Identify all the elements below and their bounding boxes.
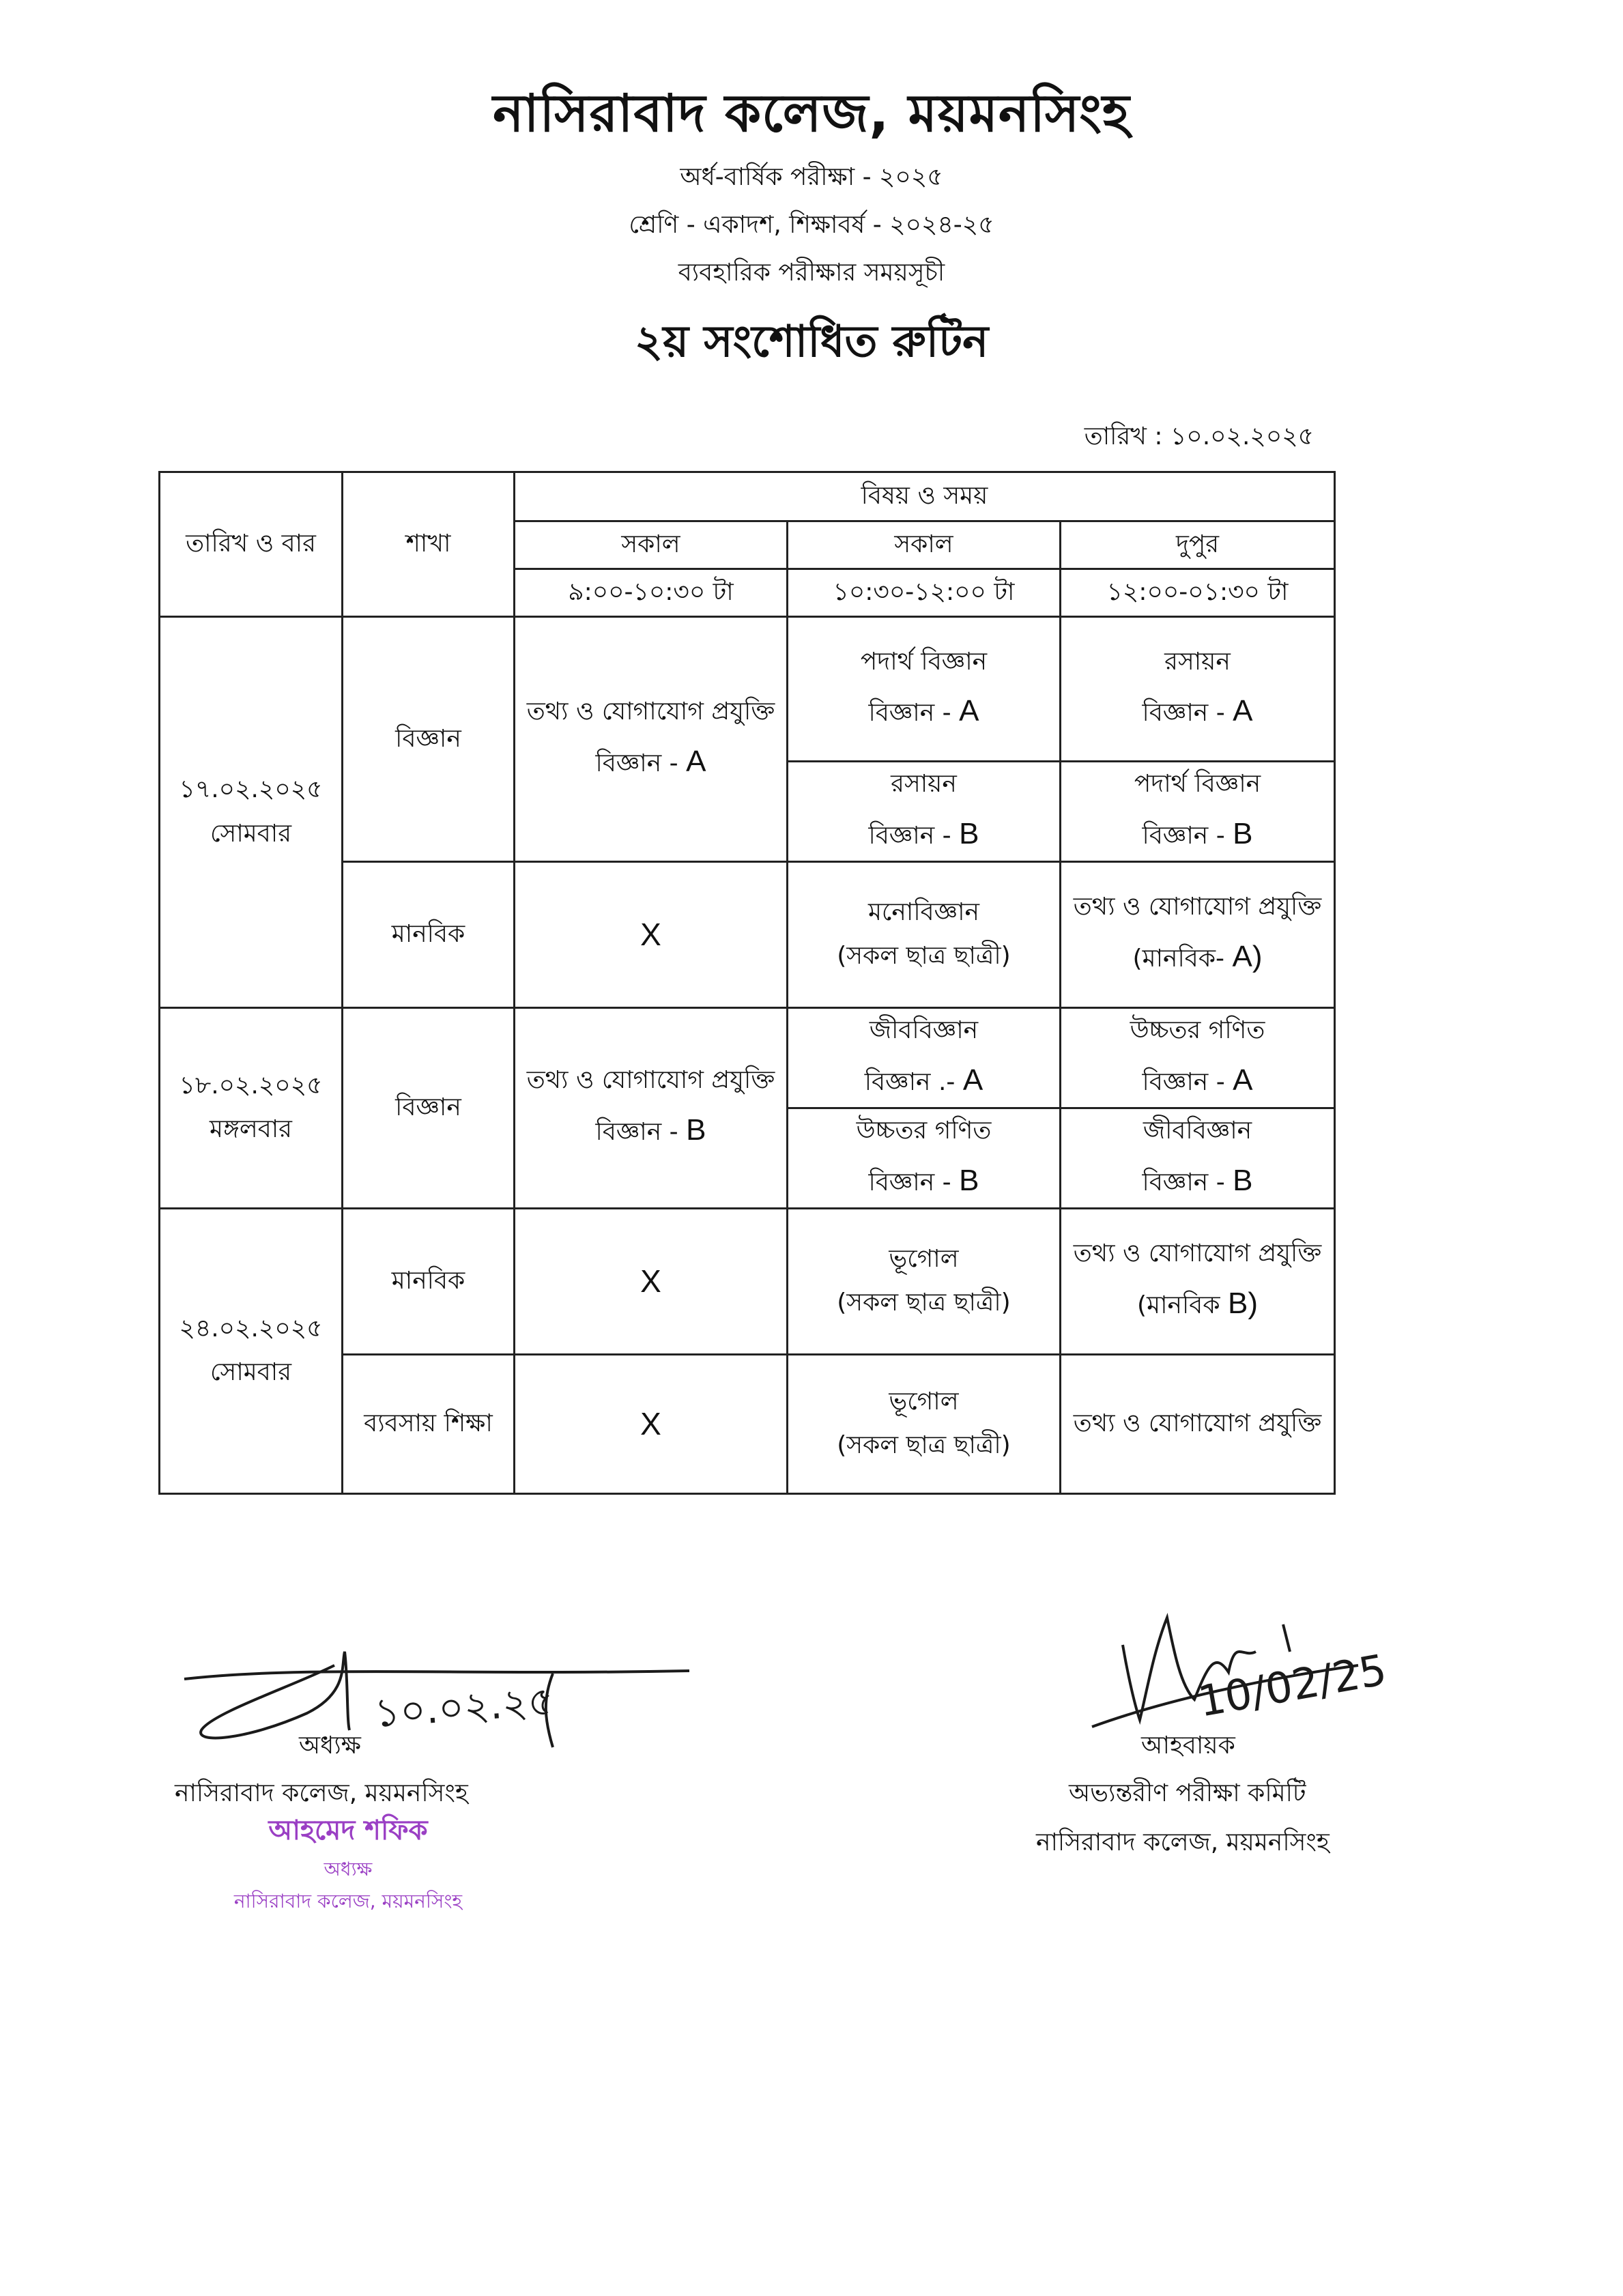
exam-group: (সকল ছাত্র ছাত্রী) bbox=[837, 942, 1011, 971]
exam-group: বিজ্ঞান - A bbox=[595, 744, 706, 778]
header-branch: শাখা bbox=[343, 472, 515, 617]
slot-2-time: ১০:৩০-১২:০০ টা bbox=[788, 569, 1061, 617]
day-3-cell bbox=[160, 1208, 343, 1493]
d2-sci-slot1 bbox=[515, 1007, 788, 1208]
d1-sci-a-slot2 bbox=[788, 617, 1061, 762]
d3-bus-slot2 bbox=[788, 1354, 1061, 1493]
day-1-cell bbox=[160, 617, 343, 1008]
revised-routine-title: ২য় সংশোধিত রুটিন bbox=[634, 317, 989, 367]
principal-seal bbox=[205, 1809, 491, 1919]
exam-group: বিজ্ঞান - A bbox=[1142, 694, 1253, 728]
d2-sci-b-slot2 bbox=[788, 1108, 1061, 1208]
exam-subject: তথ্য ও যোগাযোগ প্রযুক্তি bbox=[526, 698, 775, 726]
d1-hum-slot1: X bbox=[515, 861, 788, 1007]
convener-title: আহবায়ক bbox=[1141, 1732, 1235, 1760]
convener-signature bbox=[1085, 1597, 1406, 1734]
d3-hum-slot1: X bbox=[515, 1208, 788, 1354]
exam-subject: তথ্য ও যোগাযোগ প্রযুক্তি bbox=[1073, 893, 1322, 921]
slot-1-time: ৯:০০-১০:৩০ টা bbox=[515, 569, 788, 617]
day-1-weekday: সোমবার bbox=[210, 819, 292, 848]
day-3-branch-business: ব্যবসায় শিক্ষা bbox=[343, 1354, 515, 1493]
exam-group: (সকল ছাত্র ছাত্রী) bbox=[837, 1431, 1011, 1460]
exam-subject: পদার্থ বিজ্ঞান bbox=[860, 647, 988, 676]
exam-group: বিজ্ঞান - B bbox=[868, 816, 979, 850]
exam-subject: তথ্য ও যোগাযোগ প্রযুক্তি bbox=[1073, 1239, 1322, 1268]
exam-subject: তথ্য ও যোগাযোগ প্রযুক্তি bbox=[1073, 1409, 1322, 1438]
d1-sci-b-slot2 bbox=[788, 762, 1061, 862]
day-2-date: ১৮.০২.২০২৫ bbox=[179, 1071, 323, 1100]
exam-subject: মনোবিজ্ঞান bbox=[867, 898, 980, 926]
d3-bus-slot3 bbox=[1061, 1354, 1335, 1493]
d2-sci-a-slot2 bbox=[788, 1007, 1061, 1108]
svg-text:১০.০২.২৫: ১০.০২.২৫ bbox=[373, 1677, 556, 1736]
svg-text:10/02/25: 10/02/25 bbox=[1194, 1644, 1390, 1727]
d1-sci-slot1 bbox=[515, 617, 788, 862]
exam-subject: জীববিজ্ঞান bbox=[869, 1016, 979, 1044]
day-2-cell bbox=[160, 1007, 343, 1208]
exam-subject: রসায়ন bbox=[1164, 647, 1231, 676]
principal-org: নাসিরাবাদ কলেজ, ময়মনসিংহ bbox=[175, 1779, 468, 1807]
exam-group: বিজ্ঞান - B bbox=[1142, 816, 1253, 850]
routine-table bbox=[158, 471, 1336, 1495]
seal-name: আহমেদ শফিক bbox=[268, 1815, 428, 1846]
slot-3-time: ১২:০০-০১:৩০ টা bbox=[1061, 569, 1335, 617]
exam-name: অর্ধ-বার্ষিক পরীক্ষা - ২০২৫ bbox=[680, 163, 943, 191]
seal-org: নাসিরাবাদ কলেজ, ময়মনসিংহ bbox=[233, 1890, 463, 1912]
slot-3-label: দুপুর bbox=[1061, 521, 1335, 569]
d3-hum-slot2 bbox=[788, 1208, 1061, 1354]
exam-group: (সকল ছাত্র ছাত্রী) bbox=[837, 1289, 1011, 1317]
day-3-branch-humanities: মানবিক bbox=[343, 1208, 515, 1354]
header-subject-time: বিষয় ও সময় bbox=[515, 472, 1335, 521]
day-2-branch-science: বিজ্ঞান bbox=[343, 1007, 515, 1208]
convener-org: নাসিরাবাদ কলেজ, ময়মনসিংহ bbox=[1036, 1828, 1330, 1856]
schedule-type: ব্যবহারিক পরীক্ষার সময়সূচী bbox=[678, 259, 945, 287]
exam-group: বিজ্ঞান - B bbox=[1142, 1163, 1253, 1197]
exam-subject: জীববিজ্ঞান bbox=[1143, 1116, 1252, 1145]
exam-subject: উচ্চতর গণিত bbox=[856, 1116, 992, 1145]
slot-2-label: সকাল bbox=[788, 521, 1061, 569]
convener-committee: অভ্যন্তরীণ পরীক্ষা কমিটি bbox=[1069, 1779, 1306, 1807]
exam-subject: উচ্চতর গণিত bbox=[1130, 1016, 1265, 1044]
principal-title: অধ্যক্ষ bbox=[299, 1732, 361, 1760]
day-2-weekday: মঙ্গলবার bbox=[210, 1115, 292, 1144]
header-date-day: তারিখ ও বার bbox=[160, 472, 343, 617]
d1-hum-slot2 bbox=[788, 861, 1061, 1007]
exam-group: বিজ্ঞান .- A bbox=[864, 1063, 983, 1097]
exam-subject: তথ্য ও যোগাযোগ প্রযুক্তি bbox=[526, 1066, 775, 1095]
exam-group: বিজ্ঞান - B bbox=[868, 1163, 979, 1197]
d3-bus-slot1: X bbox=[515, 1354, 788, 1493]
slot-1-label: সকাল bbox=[515, 521, 788, 569]
exam-subject: ভূগোল bbox=[889, 1387, 959, 1416]
d3-hum-slot3 bbox=[1061, 1208, 1335, 1354]
exam-subject: পদার্থ বিজ্ঞান bbox=[1134, 770, 1261, 798]
d2-sci-b-slot3 bbox=[1061, 1108, 1335, 1208]
day-1-branch-science: বিজ্ঞান bbox=[343, 617, 515, 862]
d1-hum-slot3 bbox=[1061, 861, 1335, 1007]
exam-subject: ভূগোল bbox=[889, 1244, 959, 1273]
principal-signature bbox=[171, 1638, 717, 1754]
d1-sci-b-slot3 bbox=[1061, 762, 1335, 862]
exam-group: (মানবিক- A) bbox=[1132, 940, 1263, 974]
class-info: শ্রেণি - একাদশ, শিক্ষাবর্ষ - ২০২৪-২৫ bbox=[629, 211, 994, 239]
notice-date: তারিখ : ১০.০২.২০২৫ bbox=[1084, 422, 1314, 450]
day-3-weekday: সোমবার bbox=[210, 1358, 292, 1387]
day-3-date: ২৪.০২.২০২৫ bbox=[179, 1314, 323, 1343]
day-1-branch-humanities: মানবিক bbox=[343, 861, 515, 1007]
d1-sci-a-slot3 bbox=[1061, 617, 1335, 762]
exam-group: (মানবিক B) bbox=[1137, 1287, 1258, 1321]
exam-subject: রসায়ন bbox=[891, 770, 957, 798]
exam-group: বিজ্ঞান - B bbox=[595, 1113, 706, 1147]
college-title: নাসিরাবাদ কলেজ, ময়মনসিংহ bbox=[493, 83, 1130, 143]
day-1-date: ১৭.০২.২০২৫ bbox=[179, 775, 323, 804]
exam-group: বিজ্ঞান - A bbox=[1142, 1063, 1253, 1097]
d2-sci-a-slot3 bbox=[1061, 1007, 1335, 1108]
exam-group: বিজ্ঞান - A bbox=[868, 694, 979, 728]
seal-title: অধ্যক্ষ bbox=[324, 1858, 373, 1880]
